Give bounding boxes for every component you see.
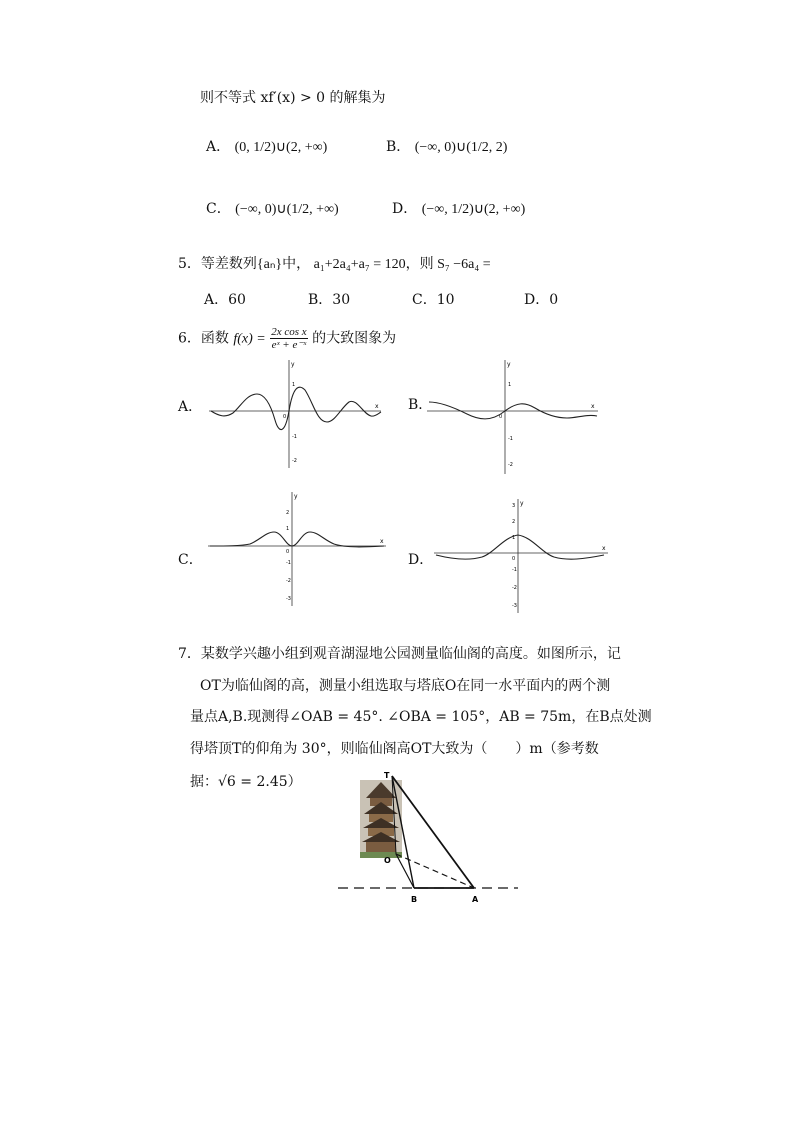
origin-label: 0 [512, 556, 516, 562]
graph-d-label: D． [408, 552, 434, 568]
option-label: A． [206, 139, 231, 155]
y-tick: -1 [512, 567, 517, 573]
option-label: A． [204, 292, 229, 308]
option-label: D． [524, 292, 550, 308]
q7-line-1 [178, 644, 621, 664]
curve [436, 535, 604, 559]
q7-line-2: OT为临仙阁的高，测量小组选取与塔底O在同一水平面内的两个测 [200, 678, 611, 694]
option-text: 0 [549, 292, 559, 308]
q7-line-5: 据：√6 = 2.45） [190, 774, 302, 790]
label-t: T [384, 771, 390, 780]
q4-option-d [392, 199, 525, 220]
x-axis-label: x [375, 403, 379, 410]
q6-stem-post: 的大致图象为 [312, 330, 397, 347]
option-label: B． [308, 292, 333, 308]
graph-c-label: C． [178, 552, 203, 568]
label-a: A [472, 895, 479, 904]
y-tick: 3 [512, 503, 516, 509]
y-tick: 1 [512, 535, 516, 541]
graph-b-label: B． [408, 397, 433, 413]
origin-label: 0 [286, 549, 290, 555]
y-tick: 2 [286, 510, 290, 516]
y-tick: -2 [292, 458, 297, 464]
option-text: (−∞, 0)∪(1/2, +∞) [235, 202, 339, 217]
option-text: (−∞, 1/2)∪(2, +∞) [421, 202, 526, 217]
fraction-numerator: 2x cos x [271, 326, 307, 338]
curve [211, 387, 381, 429]
q4-option-c [206, 199, 339, 220]
y-tick: 1 [286, 526, 290, 532]
y-axis-label: y [507, 361, 511, 368]
q7-line-4: 得塔顶T的仰角为 30°，则临仙阁高OT大致为（ ）m（参考数 [190, 741, 599, 757]
graph-d [432, 497, 612, 615]
q4-option-a [206, 137, 327, 158]
curve [429, 402, 597, 419]
q6-func: f(x) = [233, 331, 266, 347]
q4-stem: 则不等式 xf′(x) > 0 的解集为 [200, 90, 386, 106]
option-text: 10 [436, 292, 455, 308]
q7-text: 某数学兴趣小组到观音湖湿地公园测量临仙阁的高度。如图所示，记 [200, 646, 621, 662]
option-label: C． [206, 201, 231, 217]
y-tick: -1 [292, 434, 297, 440]
q5-option-a [204, 290, 246, 310]
graph-a-label: A． [178, 399, 203, 415]
curve [210, 532, 384, 547]
x-axis-label: x [591, 403, 595, 410]
y-tick: 1 [508, 382, 512, 388]
y-tick: -2 [512, 585, 517, 591]
y-axis-label: y [291, 361, 295, 368]
option-text: (0, 1/2)∪(2, +∞) [234, 140, 328, 155]
option-label: C． [412, 292, 437, 308]
y-axis-label: y [520, 500, 524, 507]
option-text: (−∞, 0)∪(1/2, 2) [414, 140, 508, 155]
question-number: 7． [178, 646, 201, 662]
question-number: 5． [178, 256, 201, 272]
y-tick: -2 [508, 462, 513, 468]
label-b: B [411, 895, 418, 904]
graph-b [425, 358, 600, 476]
y-tick: 1 [292, 382, 296, 388]
q4-option-b [386, 137, 507, 158]
origin-label: 0 [499, 414, 503, 420]
y-tick: -1 [508, 436, 513, 442]
option-label: B． [386, 139, 411, 155]
q6-stem-pre: 函数 [200, 330, 229, 347]
y-tick: -2 [286, 578, 291, 584]
q6-stem-line [178, 326, 396, 351]
q6-fraction [270, 326, 307, 351]
graph-c [206, 490, 390, 608]
x-axis-label: x [602, 545, 606, 552]
y-axis-label: y [294, 493, 298, 500]
x-axis-label: x [380, 538, 384, 545]
q5-option-c [412, 290, 455, 310]
y-tick: 2 [512, 519, 516, 525]
q7-figure [334, 766, 524, 906]
option-label: D． [392, 201, 418, 217]
y-tick: -1 [286, 560, 291, 566]
option-text: 30 [332, 292, 351, 308]
q5-stem: 等差数列{aₙ}中， a₁+2a₄+a₇ = 120，则 S₇ −6a₄ = [200, 257, 491, 272]
segment-ta [392, 776, 474, 888]
q7-line-3: 量点A,B.现测得∠OAB = 45°. ∠OBA = 105°，AB = 75m，在B点处测 [190, 709, 652, 725]
label-o: O [384, 856, 391, 865]
q5-option-b [308, 290, 350, 310]
origin-label: 0 [283, 414, 287, 420]
fraction-denominator: eˣ + e⁻ˣ [271, 339, 307, 351]
q5-option-d [524, 290, 558, 310]
option-text: 60 [228, 292, 246, 308]
q5-stem-line [178, 254, 491, 275]
y-tick: -3 [286, 596, 291, 602]
question-number: 6． [178, 330, 201, 347]
y-tick: -3 [512, 603, 517, 609]
graph-a [205, 358, 385, 470]
